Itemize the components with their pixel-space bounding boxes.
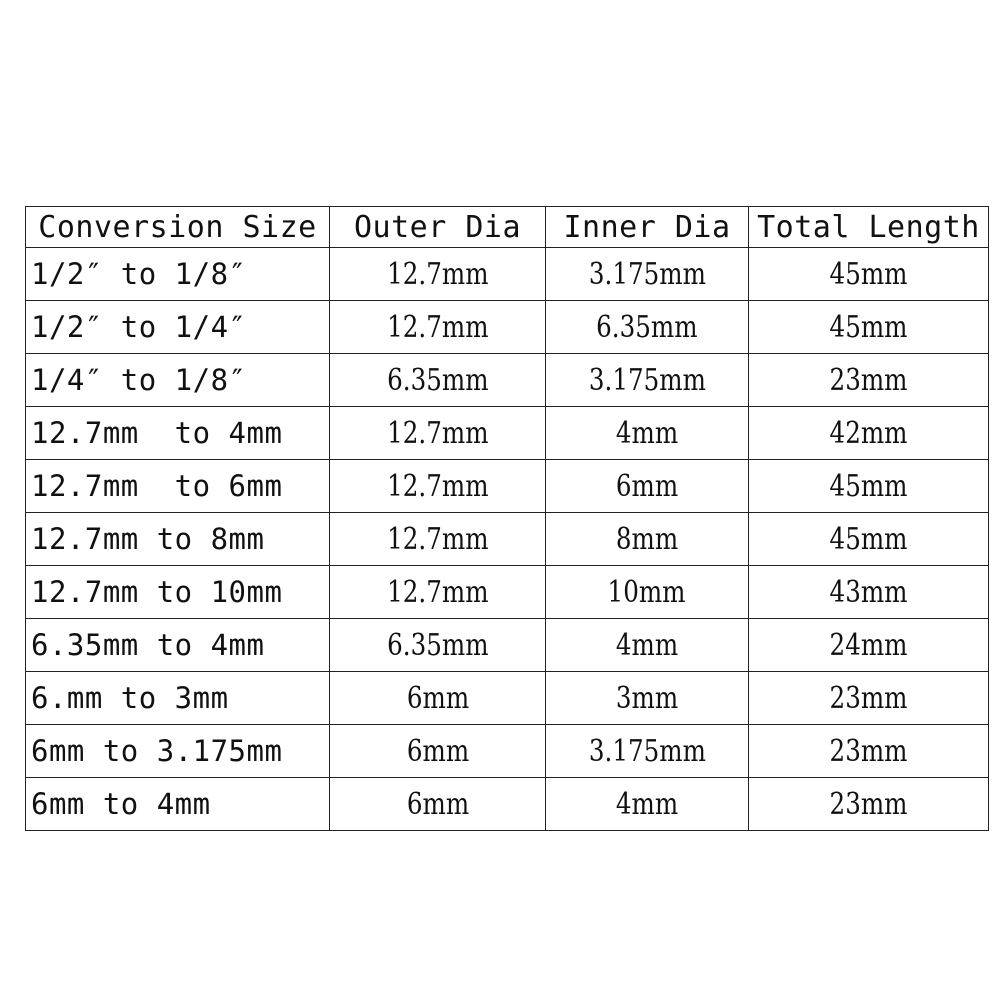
cell-conversion-size: 6.mm to 3mm (26, 672, 330, 725)
cell-total-length: 45mm (749, 248, 989, 301)
cell-inner-dia: 4mm (546, 778, 749, 831)
cell-total-length: 23mm (749, 354, 989, 407)
cell-total-length: 45mm (749, 460, 989, 513)
cell-outer-dia: 6mm (330, 778, 546, 831)
cell-inner-dia: 4mm (546, 619, 749, 672)
header-outer-dia: Outer Dia (330, 207, 546, 248)
cell-conversion-size: 12.7mm to 10mm (26, 566, 330, 619)
cell-conversion-size: 12.7mm to 8mm (26, 513, 330, 566)
cell-total-length: 23mm (749, 672, 989, 725)
cell-outer-dia: 12.7mm (330, 407, 546, 460)
table-row (26, 778, 989, 831)
cell-conversion-size: 1/4″ to 1/8″ (26, 354, 330, 407)
cell-outer-dia: 6mm (330, 672, 546, 725)
cell-conversion-size: 1/2″ to 1/8″ (26, 248, 330, 301)
table-header-row (26, 207, 989, 248)
table-row (26, 725, 989, 778)
table-row (26, 566, 989, 619)
cell-outer-dia: 6.35mm (330, 354, 546, 407)
cell-total-length: 43mm (749, 566, 989, 619)
cell-inner-dia: 8mm (546, 513, 749, 566)
table-row (26, 619, 989, 672)
cell-total-length: 24mm (749, 619, 989, 672)
cell-conversion-size: 6mm to 4mm (26, 778, 330, 831)
cell-total-length: 45mm (749, 513, 989, 566)
cell-outer-dia: 12.7mm (330, 460, 546, 513)
cell-inner-dia: 10mm (546, 566, 749, 619)
conversion-table-container (25, 206, 988, 831)
cell-inner-dia: 6mm (546, 460, 749, 513)
cell-inner-dia: 3.175mm (546, 725, 749, 778)
cell-total-length: 42mm (749, 407, 989, 460)
cell-outer-dia: 6mm (330, 725, 546, 778)
cell-outer-dia: 6.35mm (330, 619, 546, 672)
table-row (26, 354, 989, 407)
cell-total-length: 23mm (749, 725, 989, 778)
table-row (26, 513, 989, 566)
cell-conversion-size: 6mm to 3.175mm (26, 725, 330, 778)
cell-outer-dia: 12.7mm (330, 513, 546, 566)
cell-outer-dia: 12.7mm (330, 301, 546, 354)
table-row (26, 248, 989, 301)
table-row (26, 301, 989, 354)
cell-outer-dia: 12.7mm (330, 566, 546, 619)
conversion-table (25, 206, 989, 831)
header-inner-dia: Inner Dia (546, 207, 749, 248)
cell-total-length: 45mm (749, 301, 989, 354)
cell-inner-dia: 3mm (546, 672, 749, 725)
cell-outer-dia: 12.7mm (330, 248, 546, 301)
cell-conversion-size: 12.7mm to 4mm (26, 407, 330, 460)
table-row (26, 460, 989, 513)
table-row (26, 407, 989, 460)
cell-inner-dia: 4mm (546, 407, 749, 460)
cell-inner-dia: 6.35mm (546, 301, 749, 354)
header-total-length: Total Length (749, 207, 989, 248)
header-conversion-size: Conversion Size (26, 207, 330, 248)
cell-conversion-size: 6.35mm to 4mm (26, 619, 330, 672)
cell-inner-dia: 3.175mm (546, 354, 749, 407)
cell-conversion-size: 1/2″ to 1/4″ (26, 301, 330, 354)
table-row (26, 672, 989, 725)
cell-inner-dia: 3.175mm (546, 248, 749, 301)
cell-total-length: 23mm (749, 778, 989, 831)
cell-conversion-size: 12.7mm to 6mm (26, 460, 330, 513)
